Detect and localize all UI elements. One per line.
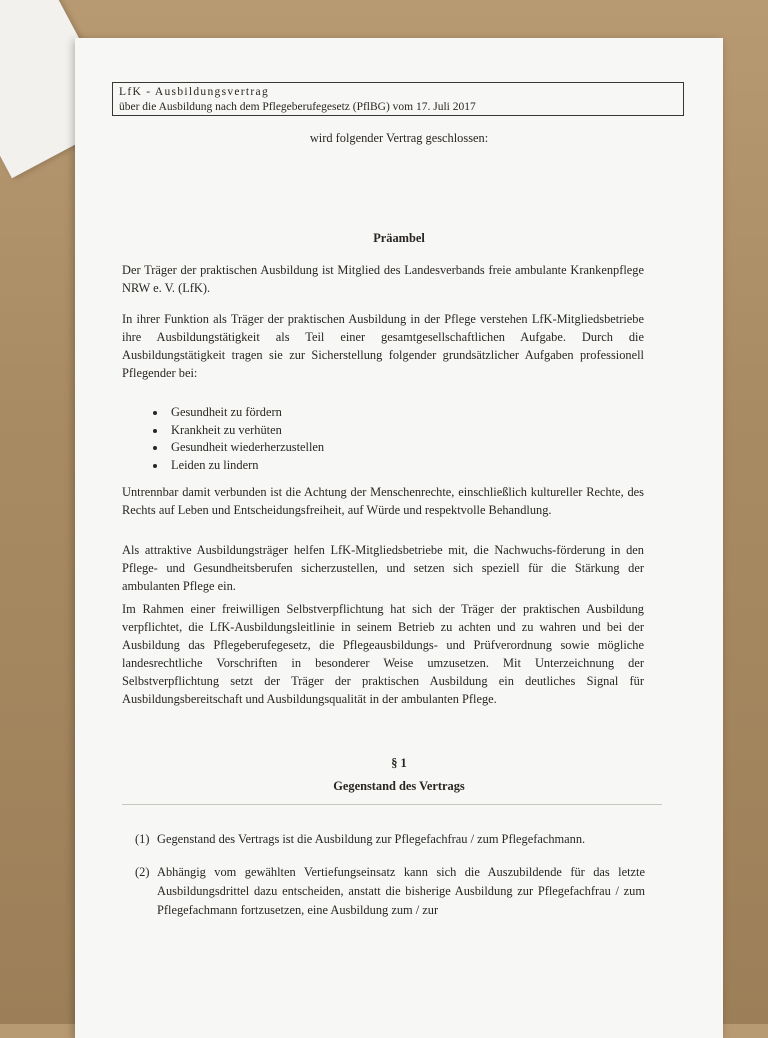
list-item: • Leiden zu lindern	[167, 457, 324, 475]
document-subtitle: über die Ausbildung nach dem Pflegeberufegesetz (PflBG) vom 17. Juli 2017	[119, 101, 476, 113]
preamble-paragraph-3: Untrennbar damit verbunden ist die Achtung der Menschenrechte, einschließlich kultureller Rechte, des Rechts auf Leben und Entscheidungsfreiheit, auf Würde und respektvolle Behandlung.	[122, 485, 644, 517]
preamble-paragraph-5: Im Rahmen einer freiwilligen Selbstverpflichtung hat sich der Träger der praktischen Ausbildung verpflichtet, die LfK-Ausbildungsleitlinie in seinem Betrieb zu achten und zu wahren und bei der Ausbildung das Pflegeberufegesetz, die Pflegeausbildungs- und Prüfverordnung sowie mögliche landesrechtliche Vorschriften in besonderer Weise umzusetzen. Mit Unterzeichnung der Selbstverpflichtung setzt der Träger der praktischen Ausbildung ein deutliches Signal für Ausbildungsbereitschaft und Ausbildungsqualität in der ambulanten Pflege.	[122, 602, 644, 706]
item-text: Abhängig vom gewählten Vertiefungseinsatz kann sich die Auszubildende für das letzte Ausbildungsdrittel dazu entscheiden, anstatt die bisherige Ausbildung zur Pflegefachfrau / zum Pflegefachmann fortzusetzen, eine Ausbildung zum / zur	[157, 865, 645, 917]
preamble-bullet-list	[147, 404, 324, 474]
preamble-paragraph-4: Als attraktive Ausbildungsträger helfen LfK-Mitgliedsbetriebe mit, die Nachwuchs-förderung in den Pflege- und Gesundheitsberufen sicherzustellen, und setzen sich speziell für die Stärkung der ambulanten Pflege ein.	[122, 543, 644, 593]
item-number: (2)	[135, 865, 150, 879]
section-number: § 1	[391, 756, 407, 770]
section-heading: Gegenstand des Vertrags	[333, 779, 465, 793]
list-item: • Gesundheit wiederherzustellen	[167, 439, 324, 457]
preamble-paragraph-2: In ihrer Funktion als Träger der praktischen Ausbildung in der Pflege verstehen LfK-Mitgliedsbetriebe ihre Ausbildungstätigkeit als Teil einer gesamtgesellschaftlichen Aufgabe. Durch die Ausbildungstätigkeit tragen sie zur Sicherstellung folgender grundsätzlicher Aufgaben professionell Pflegender bei:	[122, 312, 644, 380]
document-title: LfK - Ausbildungsvertrag	[119, 86, 270, 98]
list-item: • Krankheit zu verhüten	[167, 422, 324, 440]
item-number: (1)	[135, 832, 150, 846]
document-header	[112, 82, 684, 116]
preamble-paragraph-1: Der Träger der praktischen Ausbildung ist Mitglied des Landesverbands freie ambulante Krankenpflege NRW e. V. (LfK).	[122, 263, 644, 295]
section-item-2	[135, 863, 645, 920]
document-page	[75, 38, 723, 1038]
item-text: Gegenstand des Vertrags ist die Ausbildung zur Pflegefachfrau / zum Pflegefachmann.	[157, 832, 586, 846]
section-divider	[122, 804, 662, 805]
intro-line: wird folgender Vertrag geschlossen:	[309, 131, 489, 145]
list-item: • Gesundheit zu fördern	[167, 404, 324, 422]
preamble-heading: Präambel	[373, 231, 425, 245]
section-item-1	[135, 830, 645, 849]
